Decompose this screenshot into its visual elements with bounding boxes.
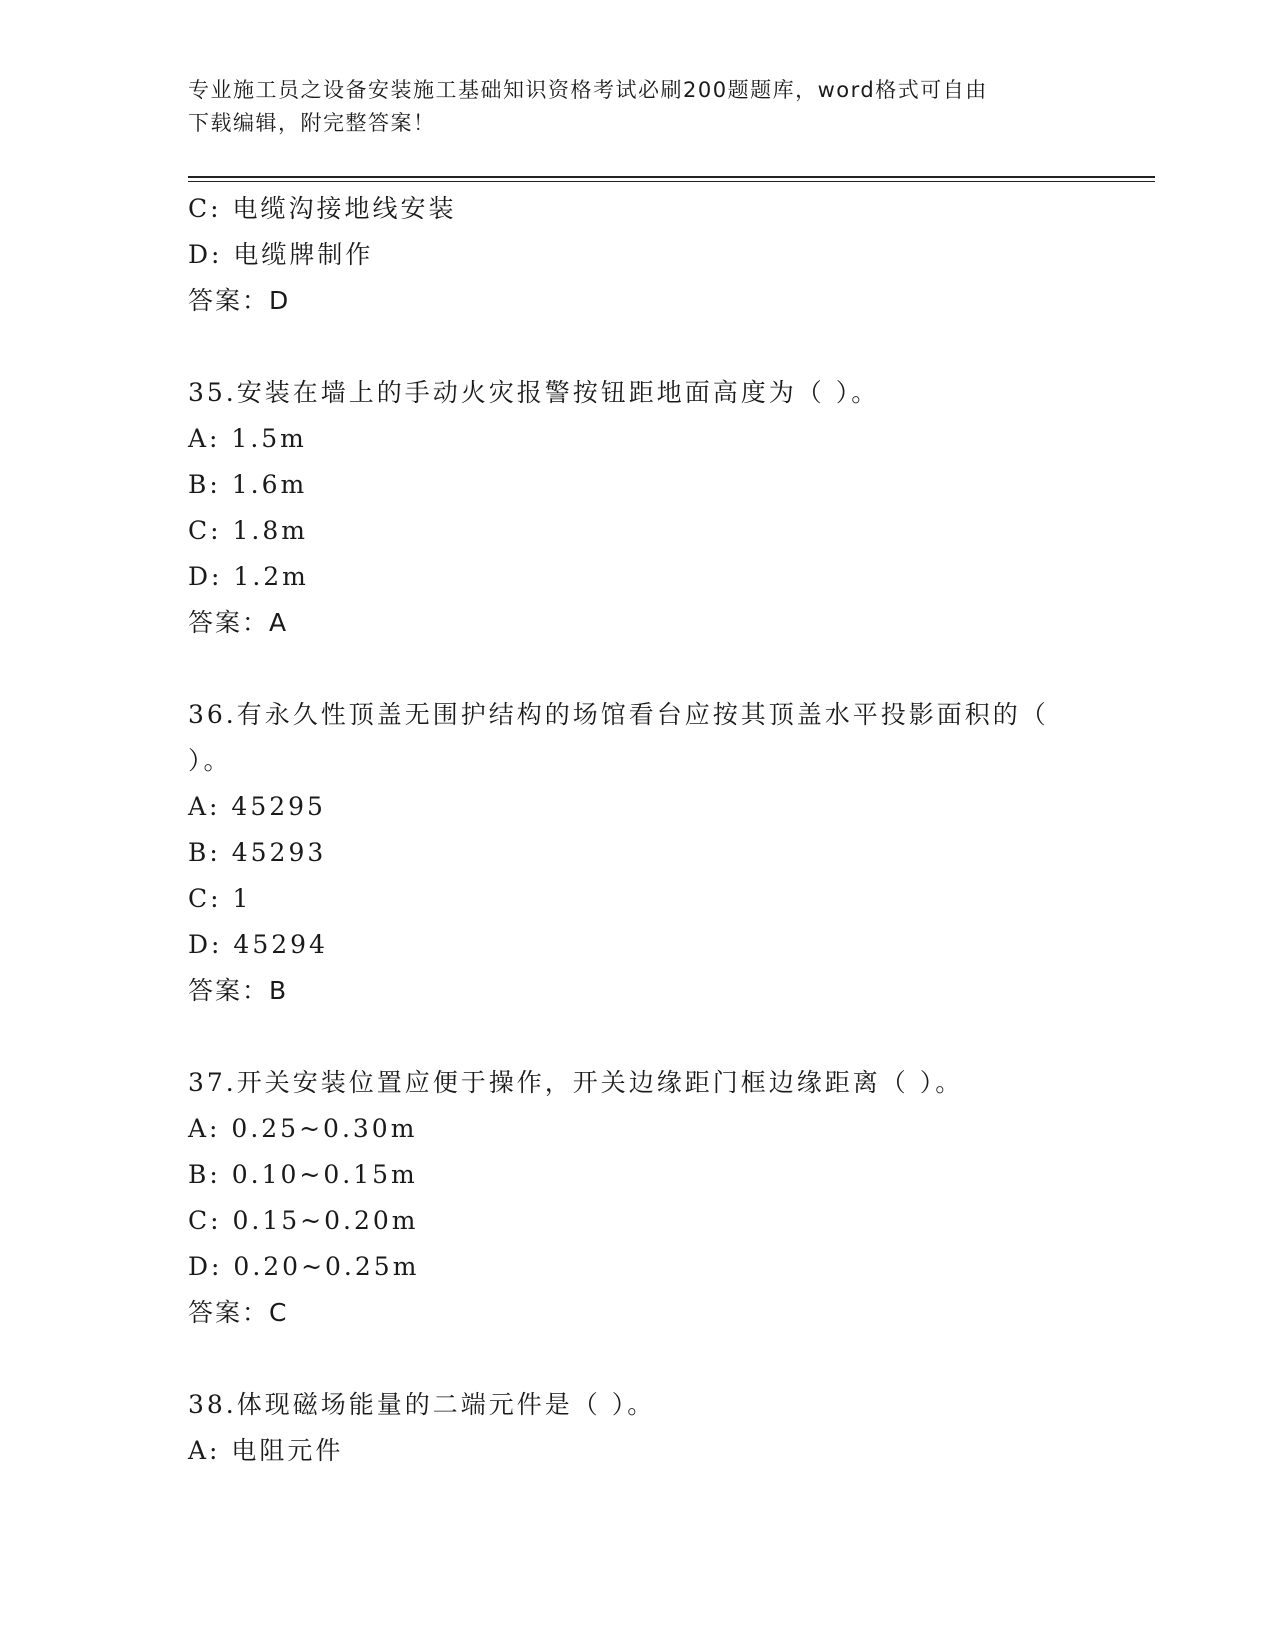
option-d: D: 0.20~0.25m: [188, 1252, 420, 1281]
option-c: C: 电缆沟接地线安装: [188, 194, 457, 223]
answer-line: 答案：A: [188, 608, 289, 637]
option-b: B: 0.10~0.15m: [188, 1160, 418, 1189]
question-35: [188, 370, 1078, 646]
option-c: C: 0.15~0.20m: [188, 1206, 419, 1235]
question-stem: 35.安装在墙上的手动火灾报警按钮距地面高度为（ ）。: [188, 378, 880, 407]
question-36: [188, 692, 1078, 1014]
spacer: [188, 1014, 1078, 1060]
question-37: [188, 1060, 1078, 1336]
option-d: D: 45294: [188, 930, 328, 959]
answer-line: 答案：B: [188, 976, 289, 1005]
option-c: C: 1: [188, 884, 252, 913]
spacer: [188, 324, 1078, 370]
header-title-line-2: 下载编辑，附完整答案！: [188, 111, 436, 135]
option-a: A: 1.5m: [188, 424, 307, 453]
option-a: A: 0.25~0.30m: [188, 1114, 418, 1143]
option-c: C: 1.8m: [188, 516, 308, 545]
question-stem: 38.体现磁场能量的二端元件是（ ）。: [188, 1390, 656, 1419]
header-rule-thin: [188, 181, 1155, 182]
question-list: [188, 186, 1078, 1474]
option-d: D: 1.2m: [188, 562, 309, 591]
answer-line: 答案：C: [188, 1298, 289, 1327]
question-stem: 37.开关安装位置应便于操作，开关边缘距门框边缘距离（ ）。: [188, 1068, 964, 1097]
document-header: [188, 74, 1088, 140]
option-a: A: 电阻元件: [188, 1436, 344, 1465]
question-38: [188, 1382, 1078, 1474]
header-title-line-1: 专业施工员之设备安装施工基础知识资格考试必刷200题题库，word格式可自由: [188, 78, 988, 102]
spacer: [188, 646, 1078, 692]
option-d: D: 电缆牌制作: [188, 240, 374, 269]
answer-line: 答案：D: [188, 286, 291, 315]
header-rule-thick: [188, 176, 1155, 178]
option-b: B: 45293: [188, 838, 327, 867]
spacer: [188, 1336, 1078, 1382]
option-b: B: 1.6m: [188, 470, 308, 499]
option-a: A: 45295: [188, 792, 326, 821]
carryover-question: [188, 186, 1078, 324]
question-stem: 36.有永久性顶盖无围护结构的场馆看台应按其顶盖水平投影面积的（ ）。: [188, 700, 1049, 775]
